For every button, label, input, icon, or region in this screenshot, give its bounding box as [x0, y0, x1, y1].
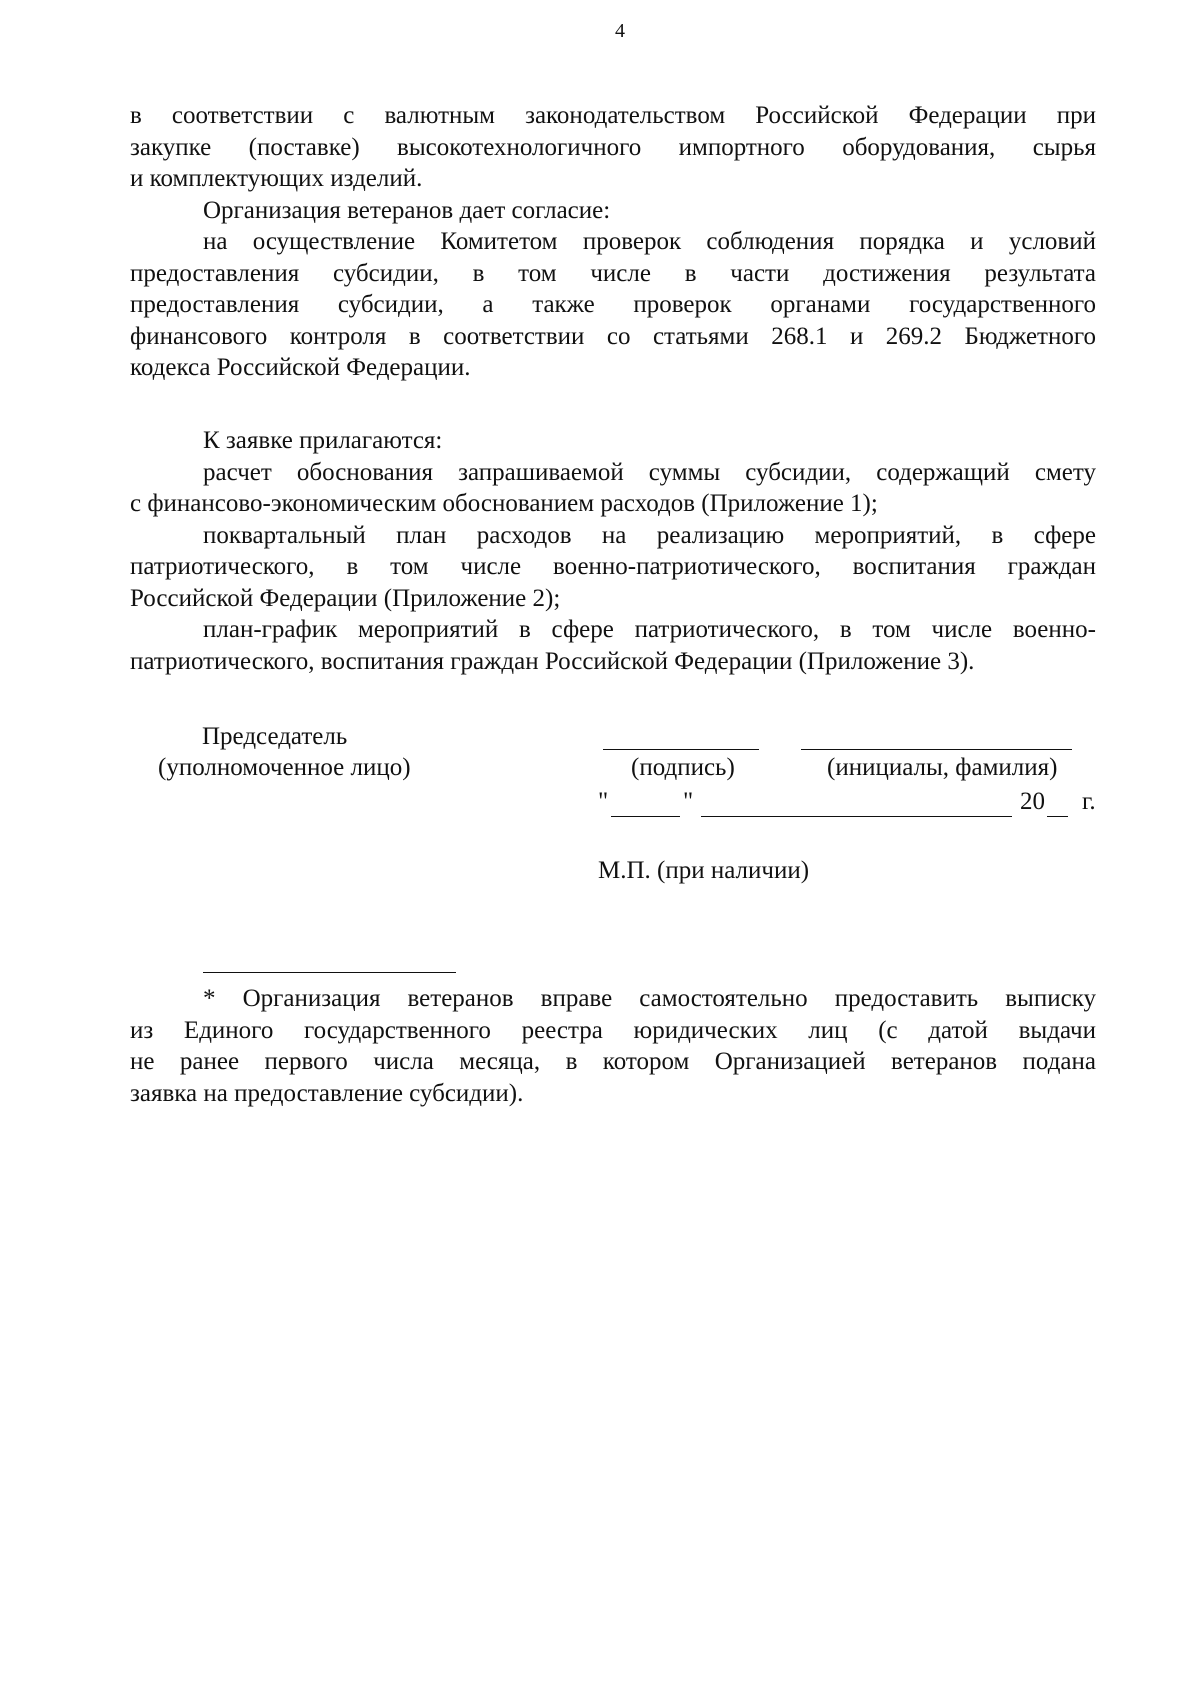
- page-number: 4: [615, 20, 625, 42]
- text-line: расчет обоснования запрашиваемой суммы субсидии, содержащий смету: [203, 458, 1096, 486]
- name-caption: (инициалы, фамилия): [827, 754, 1058, 781]
- text-line: финансового контроля в соответствии со статьями 268.1 и 269.2 Бюджетного: [130, 322, 1096, 350]
- text-line: кодекса Российской Федерации.: [130, 354, 471, 381]
- text-line: из Единого государственного реестра юридических лиц (с датой выдачи: [130, 1016, 1096, 1044]
- date-year-line: [1047, 816, 1068, 817]
- text-line: патриотического, воспитания граждан Российской Федерации (Приложение 3).: [130, 647, 975, 675]
- footnote: [130, 983, 1096, 1109]
- attachments-section: [130, 425, 1096, 677]
- text-line: поквартальный план расходов на реализацию мероприятий, в сфере: [203, 521, 1096, 549]
- text-line: на осуществление Комитетом проверок соблюдения порядка и условий: [203, 228, 1096, 255]
- date-quote-open: ": [598, 788, 609, 815]
- text-line: * Организация ветеранов вправе самостоятельно предоставить выписку: [203, 985, 1096, 1012]
- text-line: не ранее первого числа месяца, в котором Организацией ветеранов подана: [130, 1048, 1096, 1075]
- date-month-line: [701, 816, 1012, 817]
- text-line: закупке (поставке) высокотехнологичного импортного оборудования, сырья: [130, 133, 1096, 161]
- text-line: Российской Федерации (Приложение 2);: [130, 584, 561, 612]
- text-line: с финансово-экономическим обоснованием расходов (Приложение 1);: [130, 490, 878, 517]
- text-line: заявка на предоставление субсидии).: [130, 1079, 524, 1107]
- consent-heading: Организация ветеранов дает согласие:: [203, 196, 611, 224]
- signature-line: [603, 749, 759, 750]
- intro-paragraph: [130, 100, 1096, 384]
- signature-caption: (подпись): [631, 754, 735, 781]
- text-line: и комплектующих изделий.: [130, 165, 423, 192]
- date-year-suffix: г.: [1082, 788, 1096, 815]
- text-line: патриотического, в том числе военно-патриотического, воспитания граждан: [130, 553, 1096, 580]
- attachments-heading: К заявке прилагаются:: [203, 427, 443, 454]
- text-line: предоставления субсидии, а также проверок органами государственного: [130, 291, 1096, 318]
- text-line: план-график мероприятий в сфере патриотического, в том числе военно-: [203, 616, 1096, 643]
- date-quote-close: ": [683, 788, 694, 815]
- text-line: предоставления субсидии, в том числе в части достижения результата: [130, 259, 1096, 287]
- date-day-line: [611, 816, 680, 817]
- text-line: в соответствии с валютным законодательством Российской Федерации при: [130, 102, 1096, 129]
- signer-role-note: (уполномоченное лицо): [158, 754, 411, 781]
- footnote-separator: [203, 972, 456, 973]
- date-year: 20: [1020, 788, 1045, 815]
- seal-note: М.П. (при наличии): [598, 857, 810, 884]
- name-line: [801, 749, 1072, 750]
- signer-role: Председатель: [202, 723, 348, 750]
